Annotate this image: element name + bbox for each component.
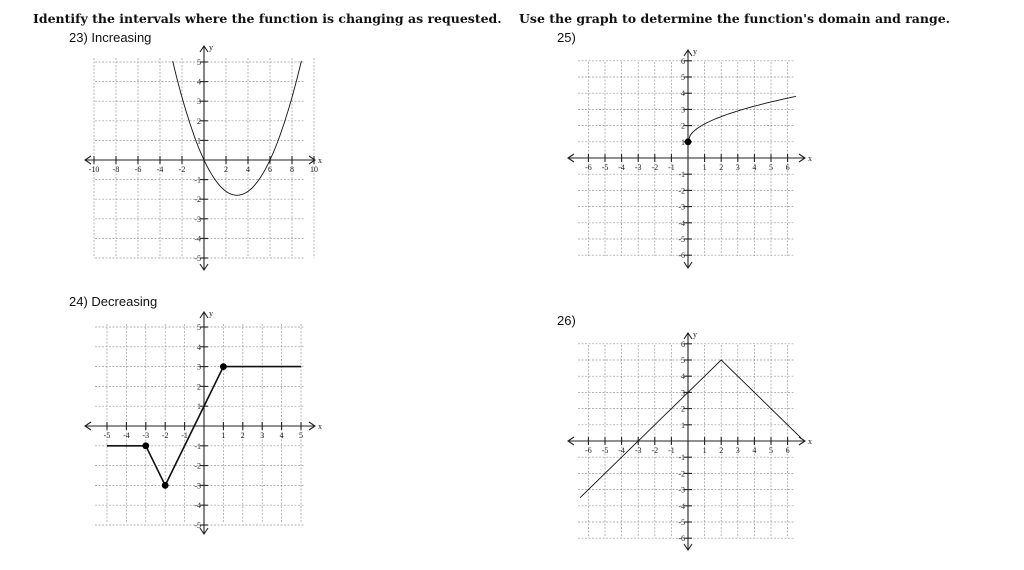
x-tick-label: -3 [634, 163, 642, 172]
x-tick-label: 4 [279, 431, 284, 440]
y-axis-label: y [209, 43, 213, 52]
x-tick-label: -1 [668, 446, 675, 455]
y-tick-label: -3 [678, 202, 685, 212]
y-tick-label: -2 [194, 461, 201, 471]
x-tick-label: -10 [88, 165, 100, 174]
y-tick-label: 5 [681, 73, 685, 82]
y-axis-label: y [209, 309, 213, 318]
x-axis-label: x [318, 422, 322, 431]
x-tick-label: 1 [702, 446, 707, 455]
y-tick-label: 3 [681, 105, 685, 115]
x-tick-label: -2 [651, 163, 659, 172]
y-tick-label: 4 [681, 372, 685, 382]
y-tick-label: 1 [681, 420, 685, 430]
y-tick-label: 6 [681, 339, 685, 349]
right-instructions-heading: Use the graph to determine the function's domain and range. [519, 11, 951, 26]
y-tick-label: -3 [194, 214, 201, 224]
x-tick-label: 10 [310, 165, 318, 174]
y-axis-label: y [693, 330, 697, 339]
y-tick-label: 1 [681, 137, 685, 147]
x-tick-label: 6 [785, 163, 790, 172]
x-tick-label: -4 [618, 163, 625, 172]
x-tick-label: -6 [585, 446, 592, 455]
y-tick-label: -5 [194, 521, 201, 530]
problem-number: 23) [69, 30, 88, 45]
x-tick-label: 2 [719, 446, 724, 455]
x-axis-label: x [318, 156, 322, 165]
y-tick-label: -1 [194, 175, 201, 185]
y-tick-label: 5 [197, 58, 201, 67]
x-tick-label: -3 [142, 431, 150, 440]
y-tick-label: -3 [678, 485, 685, 495]
x-tick-label: -4 [123, 431, 130, 440]
x-tick-label: 2 [224, 165, 228, 174]
problem-number: 25) [557, 30, 576, 45]
x-tick-label: 8 [290, 165, 294, 174]
x-tick-label: -4 [156, 165, 164, 174]
y-tick-label: 4 [681, 89, 685, 99]
y-tick-label: 4 [197, 77, 201, 87]
y-tick-label: -2 [678, 469, 685, 479]
axes [568, 333, 805, 550]
y-tick-label: 1 [197, 402, 201, 412]
y-tick-label: -2 [194, 195, 201, 205]
x-tick-label: 5 [769, 446, 773, 455]
series-f [580, 360, 801, 498]
x-tick-label: -3 [634, 446, 642, 455]
x-tick-label: 4 [752, 446, 757, 455]
y-tick-label: 3 [197, 97, 201, 107]
x-tick-label: -1 [668, 163, 675, 172]
y-tick-label: -1 [678, 170, 685, 180]
x-tick-label: 4 [752, 163, 757, 172]
y-tick-label: -4 [678, 218, 685, 228]
x-tick-label: 5 [299, 431, 303, 440]
y-tick-label: 3 [197, 362, 201, 372]
x-tick-label: -2 [178, 165, 186, 174]
y-tick-label: -1 [678, 453, 685, 463]
left-instructions-heading: Identify the intervals where the function is changing as requested. [33, 11, 502, 26]
x-tick-label: 6 [785, 446, 790, 455]
y-tick-label: 3 [681, 388, 685, 398]
x-tick-label: 4 [246, 165, 250, 174]
problem-instruction: Decreasing [91, 294, 158, 309]
y-tick-label: -4 [194, 501, 201, 511]
y-tick-label: 5 [197, 323, 201, 332]
y-tick-label: 6 [681, 56, 685, 66]
y-axis-label: y [693, 47, 697, 56]
y-tick-label: -6 [678, 534, 685, 544]
y-tick-label: -1 [194, 441, 201, 451]
x-tick-label: -5 [601, 446, 609, 455]
y-tick-label: 2 [681, 121, 685, 131]
x-tick-label: -1 [181, 431, 188, 440]
y-tick-label: -5 [678, 518, 685, 527]
x-tick-label: -8 [112, 165, 120, 174]
y-tick-label: 5 [681, 356, 685, 365]
y-tick-label: 1 [197, 136, 201, 146]
y-tick-label: 2 [197, 382, 201, 392]
x-tick-label: -6 [585, 163, 592, 172]
problem-number: 24) [69, 294, 88, 309]
x-tick-label: 5 [769, 163, 773, 172]
y-tick-label: -4 [678, 501, 685, 511]
problem-number: 26) [557, 313, 576, 328]
x-axis-label: x [808, 154, 812, 163]
x-tick-label: 6 [268, 165, 272, 174]
y-tick-label: -4 [194, 234, 201, 244]
y-tick-label: -5 [194, 254, 201, 263]
x-tick-label: -2 [161, 431, 169, 440]
x-tick-label: 3 [735, 446, 740, 455]
x-tick-label: -5 [103, 431, 111, 440]
problem-instruction: Increasing [91, 30, 152, 45]
x-tick-label: -6 [134, 165, 142, 174]
x-tick-label: 2 [719, 163, 724, 172]
x-tick-label: 1 [702, 163, 707, 172]
y-tick-label: 2 [681, 404, 685, 414]
x-tick-label: 3 [260, 431, 265, 440]
x-tick-label: 2 [240, 431, 245, 440]
x-axis-label: x [808, 437, 812, 446]
y-tick-label: 4 [197, 342, 201, 352]
x-tick-label: 3 [735, 163, 740, 172]
y-tick-label: -5 [678, 235, 685, 244]
y-tick-label: 2 [197, 116, 201, 126]
y-tick-label: -6 [678, 251, 685, 261]
x-tick-label: 1 [221, 431, 226, 440]
x-tick-label: -5 [601, 163, 609, 172]
y-tick-label: -3 [194, 481, 201, 491]
x-tick-label: -2 [651, 446, 659, 455]
x-tick-label: -4 [618, 446, 625, 455]
y-tick-label: -2 [678, 186, 685, 196]
